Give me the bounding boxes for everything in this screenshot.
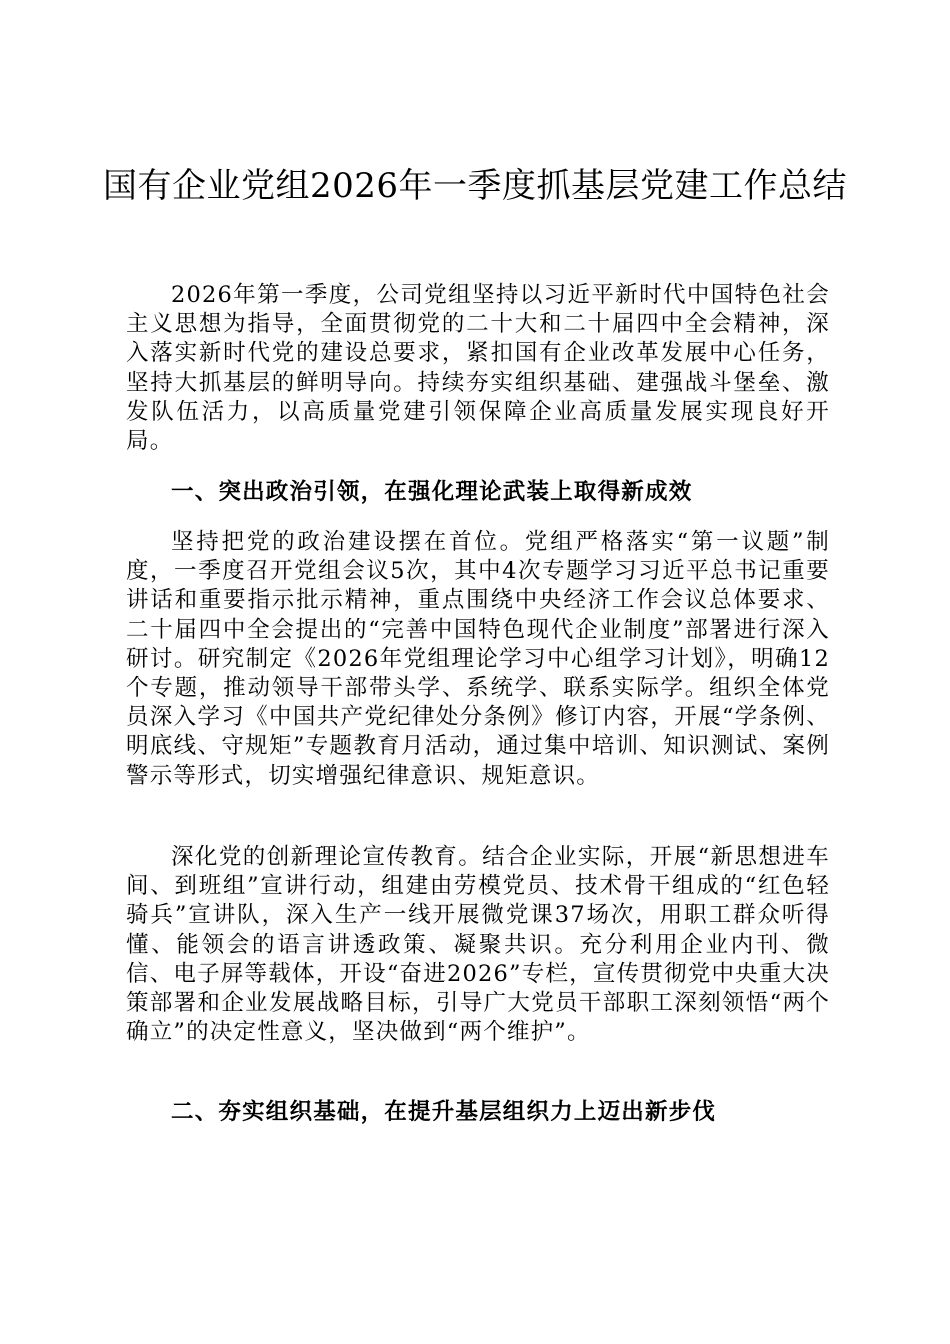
document-title: 国有企业党组2026年一季度抓基层党建工作总结	[102, 166, 848, 206]
section-1-paragraph-2: 深化党的创新理论宣传教育。结合企业实际，开展“新思想进车间、到班组”宣讲行动，组建由劳模党员、技术骨干组成的“红色轻骑兵”宣讲队，深入生产一线开展微党课37场次，用职工群众听得懂、能领会的语言讲透政策、凝聚共识。充分利用企业内刊、微信、电子屏等载体，开设“奋进2026”专栏，宣传贯彻党中央重大决策部署和企业发展战略目标，引导广大党员干部职工深刻领悟“两个确立”的决定性意义，坚决做到“两个维护”。	[126, 844, 830, 1046]
section-2-heading: 二、夯实组织基础，在提升基层组织力上迈出新步伐	[171, 1099, 717, 1125]
intro-paragraph: 2026年第一季度，公司党组坚持以习近平新时代中国特色社会主义思想为指导，全面贯彻党的二十大和二十届四中全会精神，深入落实新时代党的建设总要求，紧扣国有企业改革发展中心任务，坚持大抓基层的鲜明导向。持续夯实组织基础、建强战斗堡垒、激发队伍活力，以高质量党建引领保障企业高质量发展实现良好开局。	[126, 282, 830, 455]
section-1-heading: 一、突出政治引领，在强化理论武装上取得新成效	[171, 479, 693, 505]
section-1-paragraph-1: 坚持把党的政治建设摆在首位。党组严格落实“第一议题”制度，一季度召开党组会议5次，其中4次专题学习习近平总书记重要讲话和重要指示批示精神，重点围绕中央经济工作会议总体要求、二十届四中全会提出的“完善中国特色现代企业制度”部署进行深入研讨。研究制定《2026年党组理论学习中心组学习计划》，明确12个专题，推动领导干部带头学、系统学、联系实际学。组织全体党员深入学习《中国共产党纪律处分条例》修订内容，开展“学条例、明底线、守规矩”专题教育月活动，通过集中培训、知识测试、案例警示等形式，切实增强纪律意识、规矩意识。	[126, 529, 830, 789]
